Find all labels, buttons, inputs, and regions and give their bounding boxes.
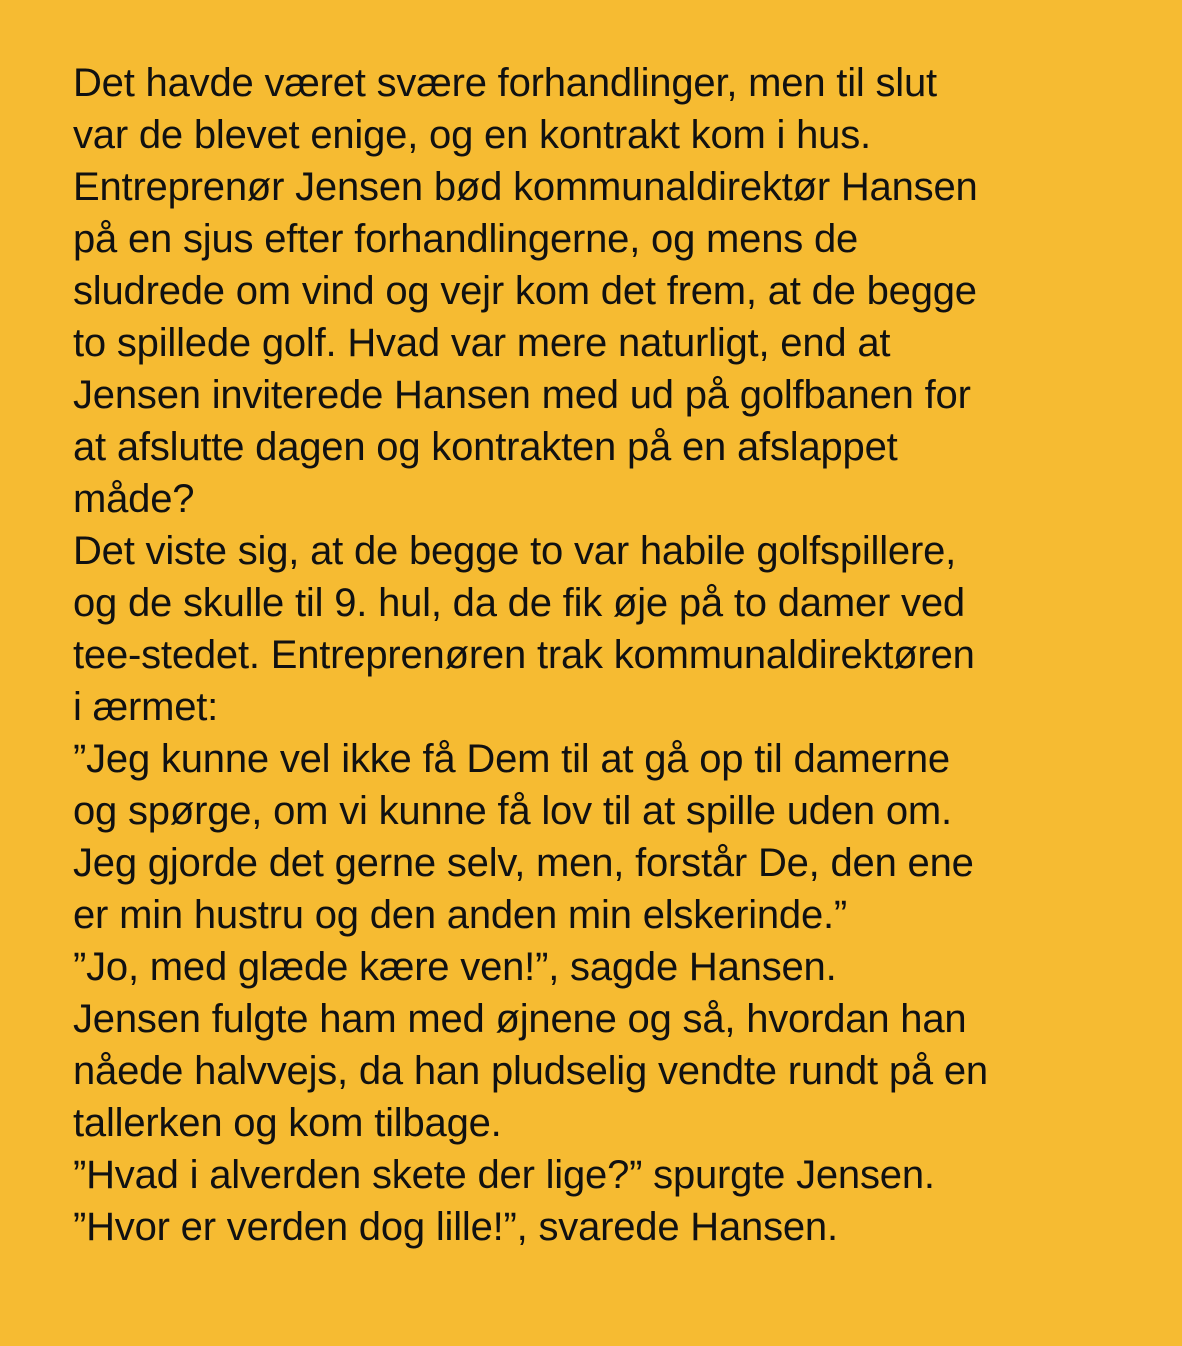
text-line: to spillede golf. Hvad var mere naturligt, end at xyxy=(73,321,891,365)
text-line: Jeg gjorde det gerne selv, men, forstår De, den ene xyxy=(73,841,974,885)
text-line: tee-stedet. Entreprenøren trak kommunaldirektøren xyxy=(73,633,975,677)
text-line: i ærmet: xyxy=(73,685,219,729)
text-line: og spørge, om vi kunne få lov til at spille uden om. xyxy=(73,789,952,833)
story-text xyxy=(73,57,1143,1253)
text-line: at afslutte dagen og kontrakten på en afslappet xyxy=(73,425,898,469)
text-line: nåede halvvejs, da han pludselig vendte rundt på en xyxy=(73,1049,988,1093)
text-line: ”Jeg kunne vel ikke få Dem til at gå op til damerne xyxy=(73,737,950,781)
text-line: Jensen inviterede Hansen med ud på golfbanen for xyxy=(73,373,971,417)
text-line: og de skulle til 9. hul, da de fik øje på to damer ved xyxy=(73,581,965,625)
text-line: tallerken og kom tilbage. xyxy=(73,1101,502,1145)
text-line: Jensen fulgte ham med øjnene og så, hvordan han xyxy=(73,997,967,1041)
text-line: var de blevet enige, og en kontrakt kom i hus. xyxy=(73,113,871,157)
text-line: måde? xyxy=(73,477,195,521)
text-line: Det viste sig, at de begge to var habile golfspillere, xyxy=(73,529,957,573)
text-line: ”Hvor er verden dog lille!”, svarede Hansen. xyxy=(73,1205,838,1249)
text-line: Entreprenør Jensen bød kommunaldirektør Hansen xyxy=(73,165,978,209)
text-line: er min hustru og den anden min elskerinde.” xyxy=(73,893,848,937)
text-line: på en sjus efter forhandlingerne, og mens de xyxy=(73,217,859,261)
text-line: ”Jo, med glæde kære ven!”, sagde Hansen. xyxy=(73,945,837,989)
text-line: sludrede om vind og vejr kom det frem, at de begge xyxy=(73,269,977,313)
text-line: ”Hvad i alverden skete der lige?” spurgte Jensen. xyxy=(73,1153,935,1197)
text-line: Det havde været svære forhandlinger, men til slut xyxy=(73,61,937,105)
